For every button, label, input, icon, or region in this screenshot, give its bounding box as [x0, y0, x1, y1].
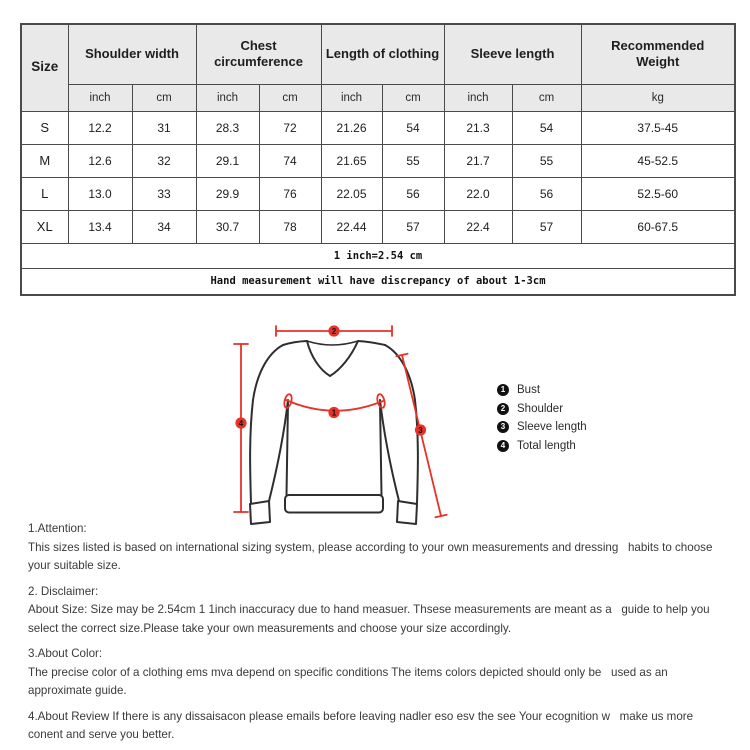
value-cell: 29.9 [196, 177, 259, 210]
note-body: The precise color of a clothing ems mva depend on specific conditions The items colors depicted should only be used as an approximate guide. [28, 665, 671, 697]
value-cell: 21.65 [321, 144, 382, 177]
table-row [21, 177, 735, 210]
notes-block [28, 520, 722, 750]
note-body: This sizes listed is based on international sizing system, please according to your own measurements and dressing habits to choose your suitable size. [28, 540, 716, 572]
legend-label: Shoulder [517, 402, 564, 415]
value-cell: 22.44 [321, 210, 382, 243]
table-row [21, 111, 735, 144]
badge-2-number: 2 [331, 326, 337, 336]
note-section-disclaimer [28, 583, 722, 639]
value-cell: 12.6 [68, 144, 132, 177]
sweater-outline-icon [250, 341, 418, 524]
diagram-legend [497, 381, 587, 455]
table-note-row [21, 243, 735, 268]
header-length-of-clothing: Length of clothing [321, 24, 444, 84]
unit-cell: cm [132, 84, 196, 111]
legend-dot-3-icon: 3 [497, 421, 509, 433]
measurement-lines [234, 326, 447, 517]
value-cell: 28.3 [196, 111, 259, 144]
value-cell: 13.0 [68, 177, 132, 210]
note-heading: 2. Disclaimer: [28, 584, 99, 598]
value-cell: 45-52.5 [581, 144, 735, 177]
note-body: 4.About Review If there is any dissaisacon please emails before leaving nadler eso esv the see Your ecognition w make us more conent and serve you better. [28, 709, 697, 741]
note-heading: 1.Attention: [28, 522, 87, 535]
inch-conversion-note: 1 inch=2.54 cm [21, 243, 735, 268]
legend-label: Bust [517, 384, 541, 397]
value-cell: 76 [259, 177, 321, 210]
note-body: About Size: Size may be 2.54cm 1 1inch inaccuracy due to hand measuer. Thsese measurements are meant as a guide to help you select the correct size.Please take your own measurements and choose your size accordingly. [28, 603, 713, 635]
note-heading: 3.About Color: [28, 647, 103, 660]
table-row [21, 144, 735, 177]
unit-cell: kg [581, 84, 735, 111]
unit-cell: cm [259, 84, 321, 111]
legend-item-shoulder [497, 400, 587, 419]
unit-cell: cm [512, 84, 581, 111]
value-cell: 52.5-60 [581, 177, 735, 210]
header-chest-circumference: Chest circumference [196, 24, 321, 84]
badge-3-number: 3 [418, 425, 423, 435]
value-cell: 54 [382, 111, 444, 144]
size-cell: S [21, 111, 68, 144]
value-cell: 56 [382, 177, 444, 210]
header-shoulder-width: Shoulder width [68, 24, 196, 84]
value-cell: 55 [382, 144, 444, 177]
header-recommended-weight: Recommended Weight [581, 24, 735, 84]
value-cell: 37.5-45 [581, 111, 735, 144]
size-cell: XL [21, 210, 68, 243]
legend-dot-1-icon: 1 [497, 384, 509, 396]
legend-item-total-length [497, 437, 587, 456]
unit-cell: cm [382, 84, 444, 111]
size-cell: L [21, 177, 68, 210]
unit-cell: inch [444, 84, 512, 111]
badge-1-number: 1 [331, 408, 337, 418]
unit-cell: inch [321, 84, 382, 111]
legend-dot-2-icon: 2 [497, 403, 509, 415]
value-cell: 72 [259, 111, 321, 144]
header-sleeve-length: Sleeve length [444, 24, 581, 84]
legend-label: Sleeve length [517, 421, 587, 434]
legend-dot-4-icon: 4 [497, 440, 509, 452]
value-cell: 34 [132, 210, 196, 243]
note-section-about-color [28, 645, 722, 701]
legend-label: Total length [517, 439, 576, 452]
legend-item-sleeve-length [497, 418, 587, 437]
measurement-discrepancy-note: Hand measurement will have discrepancy of about 1-3cm [21, 268, 735, 295]
value-cell: 13.4 [68, 210, 132, 243]
unit-cell: inch [68, 84, 132, 111]
size-cell: M [21, 144, 68, 177]
value-cell: 29.1 [196, 144, 259, 177]
note-section-attention [28, 520, 722, 576]
note-section-about-review [28, 708, 722, 745]
value-cell: 21.3 [444, 111, 512, 144]
value-cell: 21.7 [444, 144, 512, 177]
table-note-row [21, 268, 735, 295]
value-cell: 78 [259, 210, 321, 243]
legend-item-bust [497, 381, 587, 400]
value-cell: 56 [512, 177, 581, 210]
value-cell: 57 [382, 210, 444, 243]
value-cell: 22.0 [444, 177, 512, 210]
value-cell: 33 [132, 177, 196, 210]
value-cell: 22.4 [444, 210, 512, 243]
value-cell: 21.26 [321, 111, 382, 144]
value-cell: 22.05 [321, 177, 382, 210]
value-cell: 55 [512, 144, 581, 177]
badge-4-number: 4 [238, 418, 244, 428]
header-size: Size [21, 24, 68, 111]
table-header-row [21, 24, 735, 84]
value-cell: 12.2 [68, 111, 132, 144]
value-cell: 54 [512, 111, 581, 144]
value-cell: 60-67.5 [581, 210, 735, 243]
table-row [21, 210, 735, 243]
unit-cell: inch [196, 84, 259, 111]
value-cell: 30.7 [196, 210, 259, 243]
value-cell: 32 [132, 144, 196, 177]
size-table [20, 23, 736, 296]
value-cell: 57 [512, 210, 581, 243]
value-cell: 31 [132, 111, 196, 144]
measurement-badges [235, 325, 426, 435]
table-units-row [21, 84, 735, 111]
value-cell: 74 [259, 144, 321, 177]
sweater-measurement-diagram [220, 315, 450, 530]
